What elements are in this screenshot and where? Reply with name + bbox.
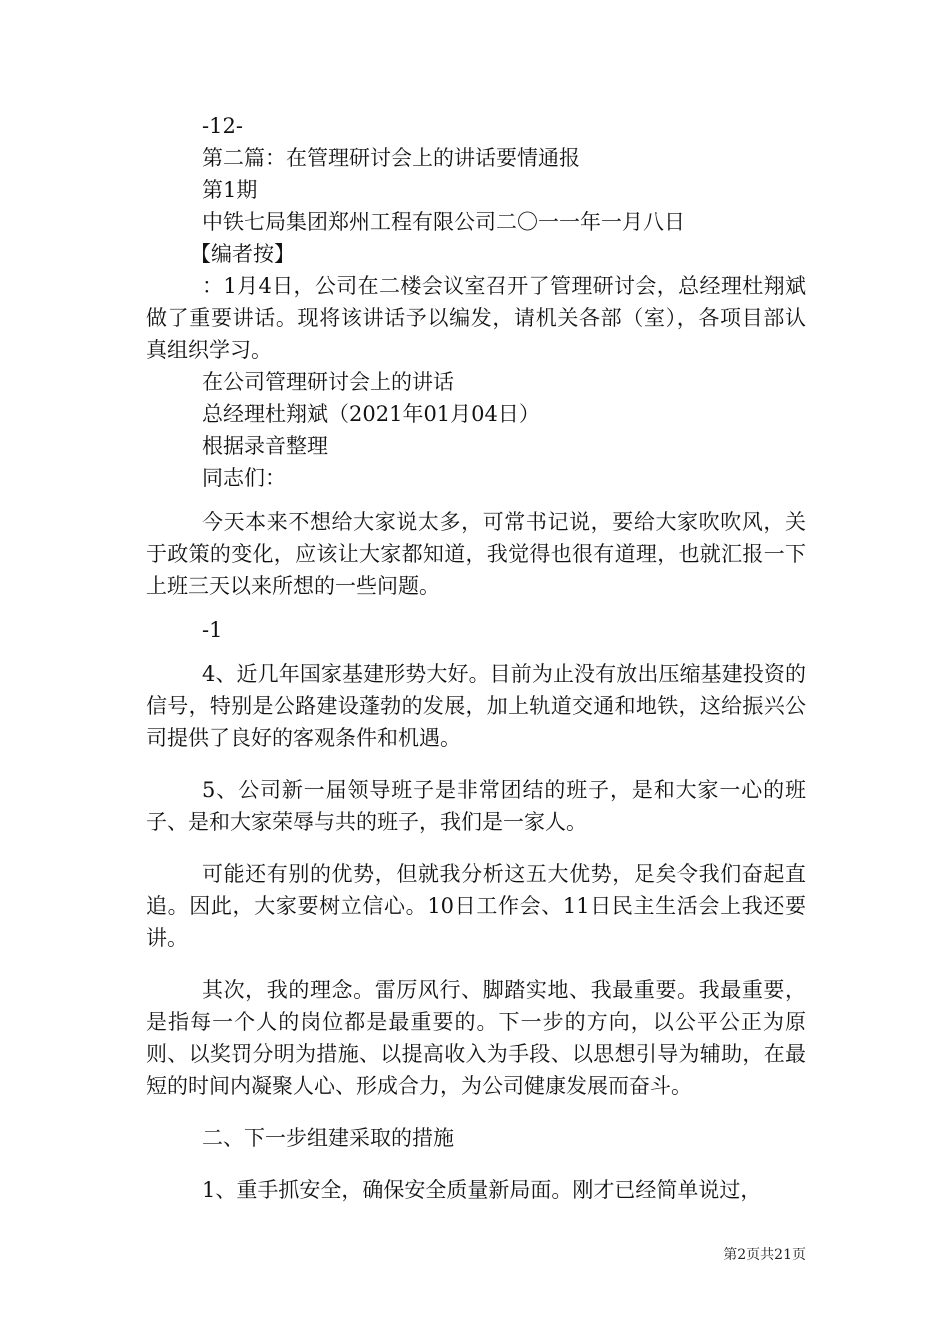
greeting: 同志们： <box>202 466 286 490</box>
document-body <box>146 110 806 1206</box>
section-heading: 二、下一步组建采取的措施 <box>202 1126 454 1150</box>
page-marker: -1 <box>202 618 223 642</box>
header-number: -12- <box>202 114 243 138</box>
issue-number: 第1期 <box>202 178 258 202</box>
page-footer: 第2页共21页 <box>723 1247 806 1263</box>
source-note: 根据录音整理 <box>202 434 328 458</box>
paragraph: 1、重手抓安全，确保安全质量新局面。刚才已经简单说过， <box>202 1178 762 1202</box>
paragraph: 4、近几年国家基建形势大好。目前为止没有放出压缩基建投资的信号，特别是公路建设蓬勃的发展，加上轨道交通和地铁，这给振兴公司提供了良好的客观条件和机遇。 <box>146 662 806 750</box>
speech-title: 在公司管理研讨会上的讲话 <box>202 370 454 394</box>
speaker-line: 总经理杜翔斌（2021年01月04日） <box>202 402 540 426</box>
paragraph: 5、公司新一届领导班子是非常团结的班子，是和大家一心的班子、是和大家荣辱与共的班子，我们是一家人。 <box>146 778 806 834</box>
publisher-line: 中铁七局集团郑州工程有限公司二〇一一年一月八日 <box>202 210 685 234</box>
paragraph: 今天本来不想给大家说太多，可常书记说，要给大家吹吹风，关于政策的变化，应该让大家都知道，我觉得也很有道理，也就汇报一下上班三天以来所想的一些问题。 <box>146 510 806 598</box>
paragraph: 可能还有别的优势，但就我分析这五大优势，足矣令我们奋起直追。因此，大家要树立信心。10日工作会、11日民主生活会上我还要讲。 <box>146 862 806 950</box>
article-title: 第二篇：在管理研讨会上的讲话要情通报 <box>202 146 580 170</box>
editor-note-label: 【编者按】 <box>190 242 295 266</box>
editor-note-text: ：1月4日，公司在二楼会议室召开了管理研讨会，总经理杜翔斌做了重要讲话。现将该讲话予以编发，请机关各部（室），各项目部认真组织学习。 <box>146 274 806 362</box>
paragraph: 其次，我的理念。雷厉风行、脚踏实地、我最重要。我最重要，是指每一个人的岗位都是最重要的。下一步的方向，以公平公正为原则、以奖罚分明为措施、以提高收入为手段、以思想引导为辅助，在最短的时间内凝聚人心、形成合力，为公司健康发展而奋斗。 <box>146 978 806 1098</box>
